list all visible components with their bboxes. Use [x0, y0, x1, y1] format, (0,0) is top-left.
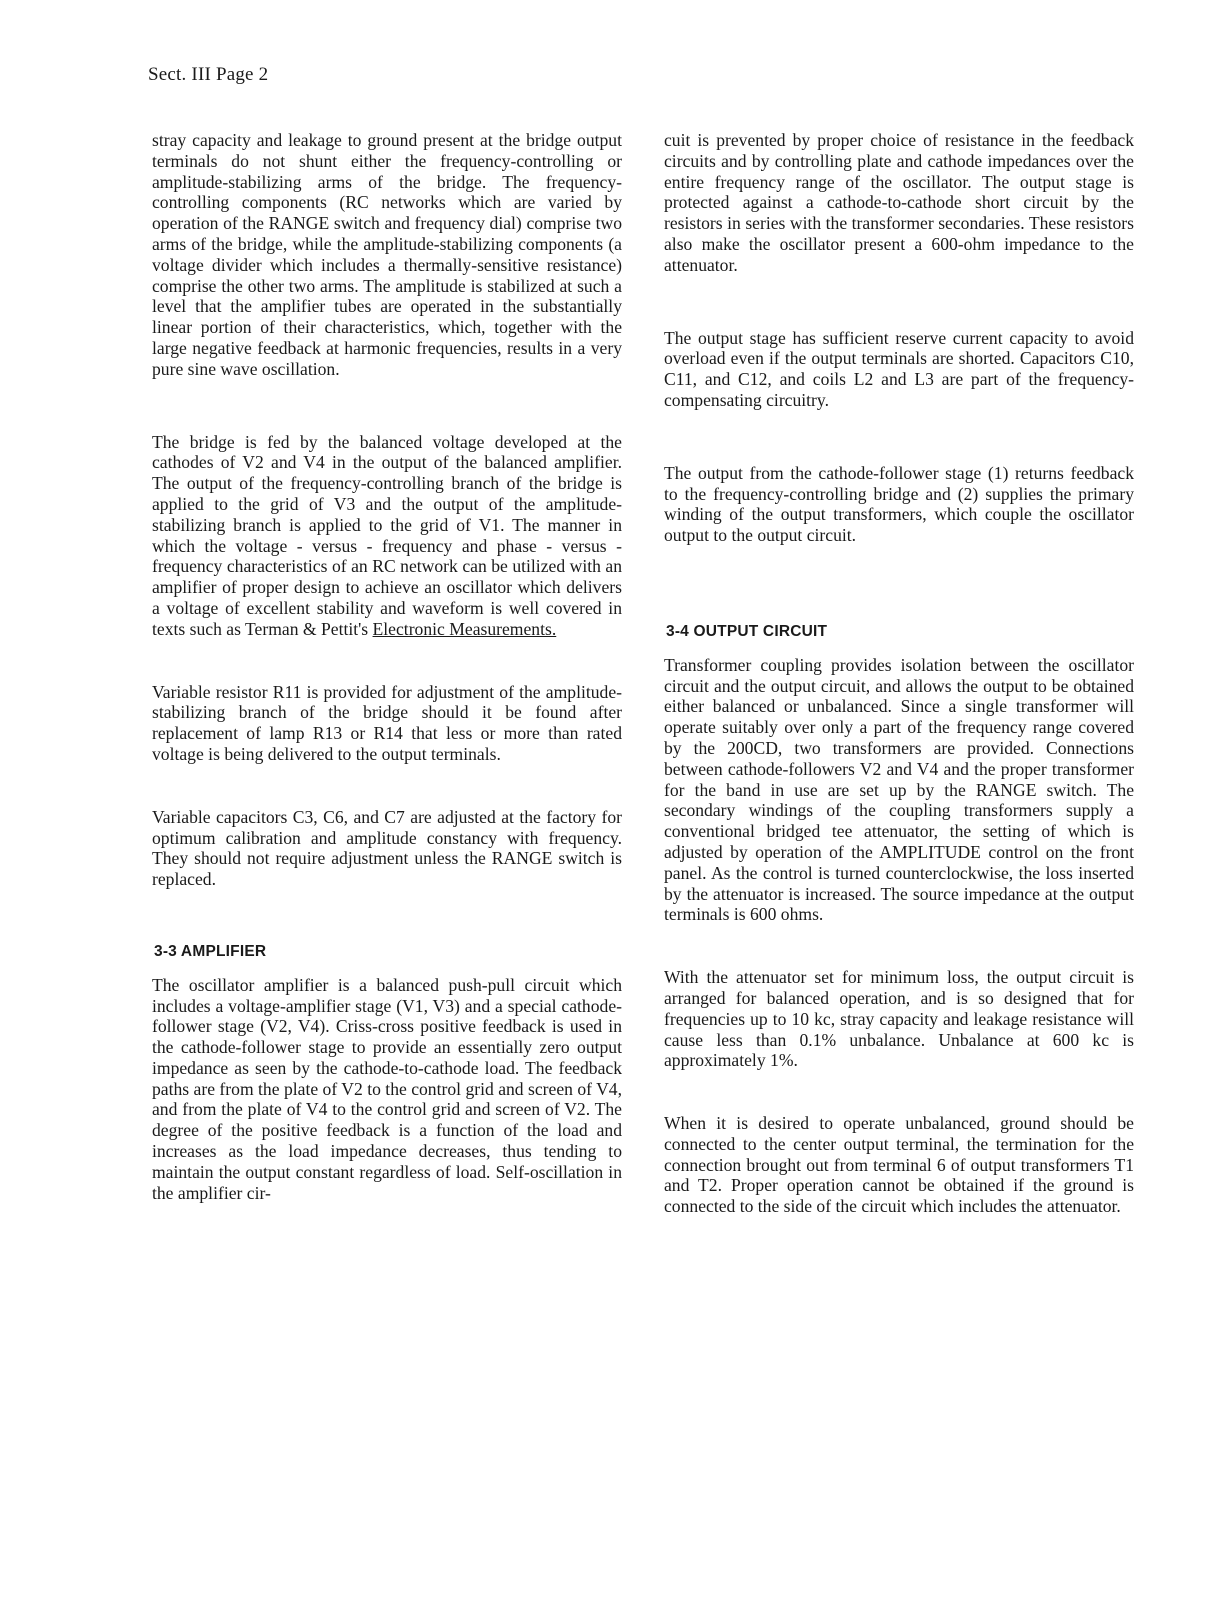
paragraph: The output stage has sufficient reserve current capacity to avoid overload even if the output terminals are shorted. Capacitors C10, C11, and C12, and coils L2 and L3 are part of the frequency-compensating circuitry. — [664, 327, 1134, 410]
paragraph — [152, 432, 622, 640]
paragraph: The output from the cathode-follower stage (1) returns feedback to the frequency-controlling bridge and (2) supplies the primary winding of the output transformers, which couple the oscillator output to the output circuit. — [664, 462, 1134, 546]
paragraph: With the attenuator set for minimum loss, the output circuit is arranged for balanced operation, and is so designed that for frequencies up to 10 kc, stray capacity and leakage resistance will cause less than 0.1% unbalance. Unbalance at 600 kc is approximately 1%. — [664, 967, 1134, 1071]
paragraph: When it is desired to operate unbalanced, ground should be connected to the center output terminal, the termination for the connection brought out from terminal 6 of output transformers T1 and T2. Proper operation cannot be obtained if the ground is connected to the side of the circuit which includes the attenuator. — [664, 1113, 1134, 1217]
paragraph: The oscillator amplifier is a balanced push-pull circuit which includes a voltage-amplifier stage (V1, V3) and a special cathode-follower stage (V2, V4). Criss-cross positive feedback is used in the cathode-follower stage to provide an essentially zero output impedance as seen by the cathode-to-cathode load. The feedback paths are from the plate of V2 to the control grid and screen of V4, and from the plate of V4 to the control grid and screen of V2. The degree of the positive feedback is a function of the load and increases as the load impedance decreases, thus tending to maintain the output constant regardless of load. Self-oscillation in the amplifier cir- — [152, 974, 622, 1203]
paragraph-text: The bridge is fed by the balanced voltage developed at the cathodes of V2 and V4 in the output of the balanced amplifier. The output of the frequency-controlling branch of the bridge is applied to the grid of V3 and the output of the amplitude-stabilizing branch is applied to the grid of V1. The manner in which the voltage - versus - frequency and phase - versus - frequency characteristics of an RC network can be utilized with an amplifier of proper design to achieve an oscillator which delivers a voltage of excellent stability and waveform is well covered in texts such as Terman & Pettit's — [152, 431, 622, 639]
paragraph: Transformer coupling provides isolation between the oscillator circuit and the output circuit, and allows the output to be obtained either balanced or unbalanced. Since a single transformer will operate suitably over only a part of the frequency range covered by the 200CD, two transformers are provided. Connections between cathode-followers V2 and V4 and the proper transformer for the band in use are set up by the RANGE switch. The secondary windings of the coupling transformers supply a conventional bridged tee attenuator, the setting of which is adjusted by operation of the AMPLITUDE control on the front panel. As the control is turned counterclockwise, the loss inserted by the attenuator is increased. The source impedance at the output terminals is 600 ohms. — [664, 654, 1134, 925]
reference-title: Electronic Measurements. — [372, 618, 557, 639]
right-column — [664, 130, 1134, 1217]
paragraph: Variable resistor R11 is provided for adjustment of the amplitude-stabilizing branch of the bridge should it be found after replacement of lamp R13 or R14 that less or more than rated voltage is being delivered to the output terminals. — [152, 681, 622, 764]
section-heading: 3-4 OUTPUT CIRCUIT — [666, 622, 828, 640]
section-heading: 3-3 AMPLIFIER — [154, 942, 267, 960]
paragraph: Variable capacitors C3, C6, and C7 are adjusted at the factory for optimum calibration and amplitude constancy with frequency. They should not require adjustment unless the RANGE switch is replaced. — [152, 806, 622, 890]
paragraph: cuit is prevented by proper choice of resistance in the feedback circuits and by controlling plate and cathode impedances over the entire frequency range of the oscillator. The output stage is protected against a cathode-to-cathode short circuit by the resistors in series with the transformer secondaries. These resistors also make the oscillator present a 600-ohm impedance to the attenuator. — [664, 130, 1134, 275]
page-header: Sect. III Page 2 — [148, 64, 269, 85]
left-column — [152, 130, 622, 1203]
paragraph: stray capacity and leakage to ground present at the bridge output terminals do not shunt either the frequency-controlling or amplitude-stabilizing arms of the bridge. The frequency-controlling components (RC networks which are varied by operation of the RANGE switch and frequency dial) comprise two arms of the bridge, while the amplitude-stabilizing components (a voltage divider which includes a thermally-sensitive resistance) comprise the other two arms. The amplitude is stabilized at such a level that the amplifier tubes are operated in the substantially linear portion of their characteristics, which, together with the large negative feedback at harmonic frequencies, results in a very pure sine wave oscillation. — [152, 130, 622, 379]
